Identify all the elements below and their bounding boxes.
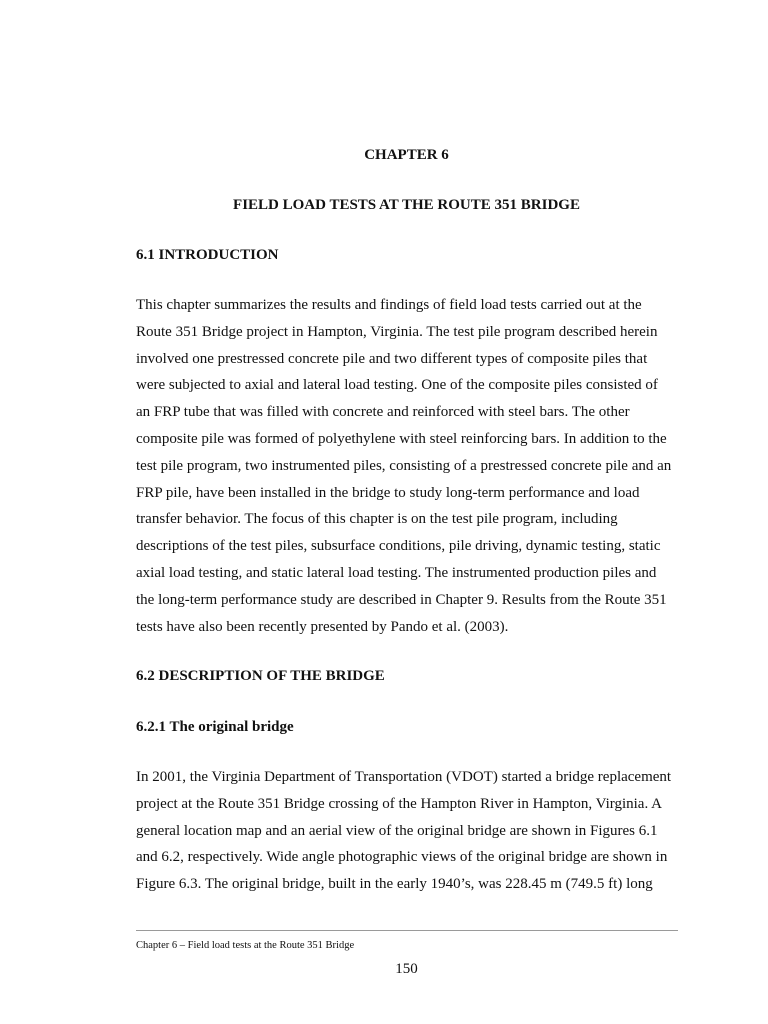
text-line: the long-term performance study are described in Chapter 9. Results from the Route 351 <box>136 591 667 608</box>
text-line: transfer behavior. The focus of this chapter is on the test pile program, including <box>136 511 618 528</box>
chapter-title: FIELD LOAD TESTS AT THE ROUTE 351 BRIDGE <box>233 197 580 213</box>
text-line: involved one prestressed concrete pile and two different types of composite piles that <box>136 350 648 367</box>
original-bridge-paragraph <box>136 764 681 898</box>
page-number: 150 <box>395 961 418 977</box>
text-line: were subjected to axial and lateral load testing. One of the composite piles consisted of <box>136 377 658 394</box>
footer-running-title: Chapter 6 – Field load tests at the Route 351 Bridge <box>136 940 355 951</box>
text-line: descriptions of the test piles, subsurface conditions, pile driving, dynamic testing, static <box>136 538 661 555</box>
text-line: an FRP tube that was filled with concrete and reinforced with steel bars. The other <box>136 404 630 421</box>
subsection-heading-original-bridge: 6.2.1 The original bridge <box>136 719 294 735</box>
footer-divider <box>136 930 678 931</box>
text-line: In 2001, the Virginia Department of Transportation (VDOT) started a bridge replacement <box>136 769 672 785</box>
text-line: test pile program, two instrumented piles, consisting of a prestressed concrete pile and an <box>136 457 672 474</box>
text-line: Route 351 Bridge project in Hampton, Virginia. The test pile program described herein <box>136 323 658 340</box>
text-line: FRP pile, have been installed in the bridge to study long-term performance and load <box>136 484 640 501</box>
chapter-label: CHAPTER 6 <box>364 147 449 163</box>
text-line: project at the Route 351 Bridge crossing of the Hampton River in Hampton, Virginia. A <box>136 795 662 812</box>
text-line: composite pile was formed of polyethylene with steel reinforcing bars. In addition to the <box>136 430 667 447</box>
text-line: general location map and an aerial view of the original bridge are shown in Figures 6.1 <box>136 822 658 839</box>
text-line: tests have also been recently presented by Pando et al. (2003). <box>136 618 509 635</box>
text-line: This chapter summarizes the results and findings of field load tests carried out at the <box>136 297 642 313</box>
section-heading-description-of-bridge: 6.2 DESCRIPTION OF THE BRIDGE <box>136 668 385 684</box>
text-line: axial load testing, and static lateral load testing. The instrumented production piles and <box>136 564 657 581</box>
text-line: and 6.2, respectively. Wide angle photographic views of the original bridge are shown in <box>136 849 668 866</box>
section-heading-introduction: 6.1 INTRODUCTION <box>136 247 279 263</box>
text-line: Figure 6.3. The original bridge, built in the early 1940’s, was 228.45 m (749.5 ft) long <box>136 876 653 893</box>
introduction-paragraph <box>136 292 681 640</box>
